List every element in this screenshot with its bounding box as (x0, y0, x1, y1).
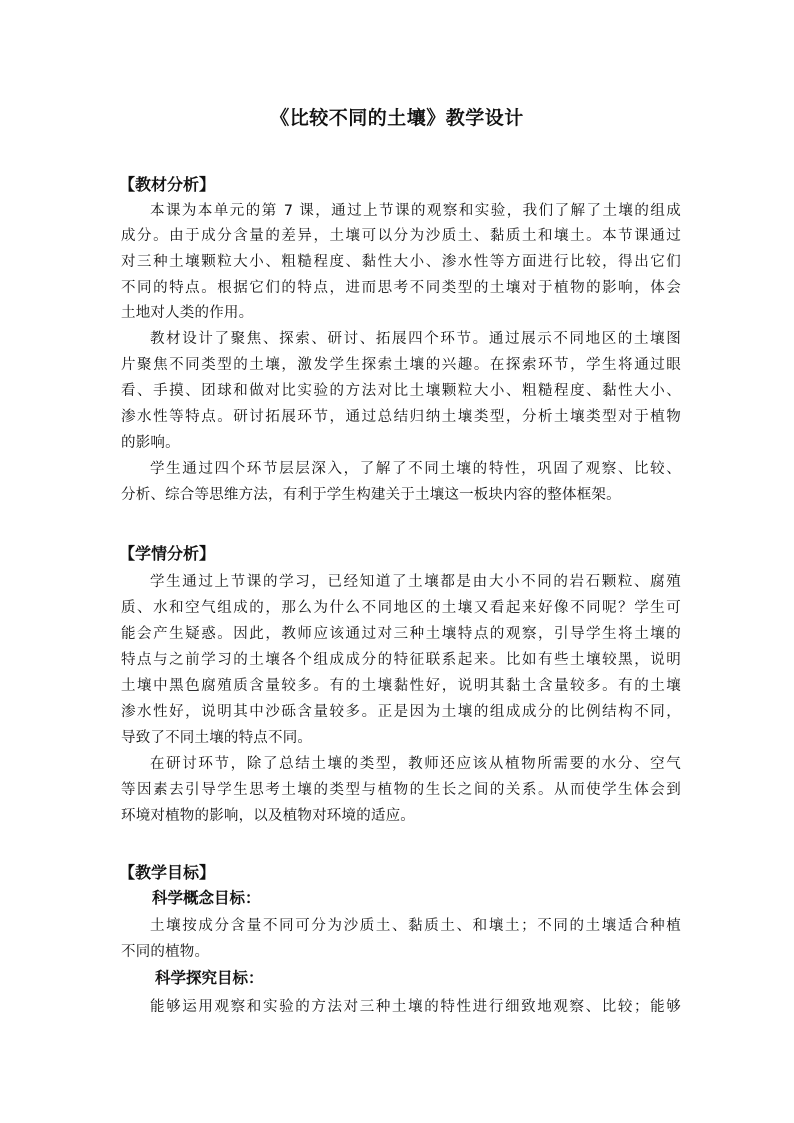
paragraph-line: 学生通过四个环节层层深入，了解了不同土壤的特性，巩固了观察、比较、 (150, 461, 681, 477)
section-heading-goals: 【教学目标】 (119, 863, 216, 882)
paragraph-line: 片聚焦不同类型的土壤，激发学生探索土壤的兴趣。在探索环节，学生将通过眼 (121, 357, 681, 373)
paragraph-line: 能够运用观察和实验的方法对三种土壤的特性进行细致地观察、比较；能够 (150, 999, 681, 1015)
paragraph-line: 教材设计了聚焦、探索、研讨、拓展四个环节。通过展示不同地区的土壤图 (150, 331, 681, 347)
paragraph-line: 成分。由于成分含量的差异，土壤可以分为沙质土、黏质土和壤土。本节课通过 (121, 228, 681, 244)
paragraph-line: 本课为本单元的第 7 课，通过上节课的观察和实验，我们了解了土壤的组成 (150, 203, 681, 219)
paragraph-line: 学生通过上节课的学习，已经知道了土壤都是由大小不同的岩石颗粒、腐殖 (150, 574, 681, 590)
paragraph-line: 在研讨环节，除了总结土壤的类型，教师还应该从植物所需要的水分、空气 (150, 756, 681, 772)
paragraph-line: 土壤按成分含量不同可分为沙质土、黏质土、和壤土；不同的土壤适合种植 (150, 918, 681, 934)
paragraph-line: 不同的植物。 (121, 944, 210, 960)
paragraph-line: 渗水性等特点。研讨拓展环节，通过总结归纳土壤类型，分析土壤类型对于植物 (121, 409, 681, 425)
section-heading-students: 【学情分析】 (119, 544, 216, 563)
paragraph-line: 不同的特点。根据它们的特点，进而思考不同类型的土壤对于植物的影响，体会 (121, 280, 681, 296)
paragraph-line: 质、水和空气组成的，那么为什么不同地区的土壤又看起来好像不同呢？学生可 (121, 600, 681, 616)
document-title: 《比较不同的土壤》教学设计 (270, 107, 524, 129)
paragraph-line: 导致了不同土壤的特点不同。 (121, 730, 313, 746)
paragraph-line: 分析、综合等思维方法，有利于学生构建关于土壤这一板块内容的整体框架。 (121, 487, 621, 503)
paragraph-line: 土壤中黑色腐殖质含量较多。有的土壤黏性好，说明其黏土含量较多。有的土壤 (121, 678, 681, 694)
paragraph-line: 的影响。 (121, 435, 180, 451)
paragraph-line: 对三种土壤颗粒大小、粗糙程度、黏性大小、渗水性等方面进行比较，得出它们 (121, 254, 681, 270)
paragraph-line: 环境对植物的影响，以及植物对环境的适应。 (121, 808, 415, 824)
section-heading-material: 【教材分析】 (119, 175, 216, 194)
paragraph-line: 等因素去引导学生思考土壤的类型与植物的生长之间的关系。从而使学生体会到 (121, 782, 681, 798)
paragraph-line: 渗水性好，说明其中沙砾含量较多。正是因为土壤的组成成分的比例结构不同， (121, 704, 681, 720)
paragraph-line: 能会产生疑惑。因此，教师应该通过对三种土壤特点的观察，引导学生将土壤的 (121, 626, 681, 642)
subheading-inquiry-goal: 科学探究目标： (155, 969, 264, 987)
paragraph-line: 看、手摸、团球和做对比实验的方法对比土壤颗粒大小、粗糙程度、黏性大小、 (121, 383, 681, 399)
paragraph-line: 特点与之前学习的土壤各个组成成分的特征联系起来。比如有些土壤较黑，说明 (121, 652, 681, 668)
subheading-concept-goal: 科学概念目标： (152, 889, 261, 907)
paragraph-line: 土地对人类的作用。 (121, 305, 254, 321)
